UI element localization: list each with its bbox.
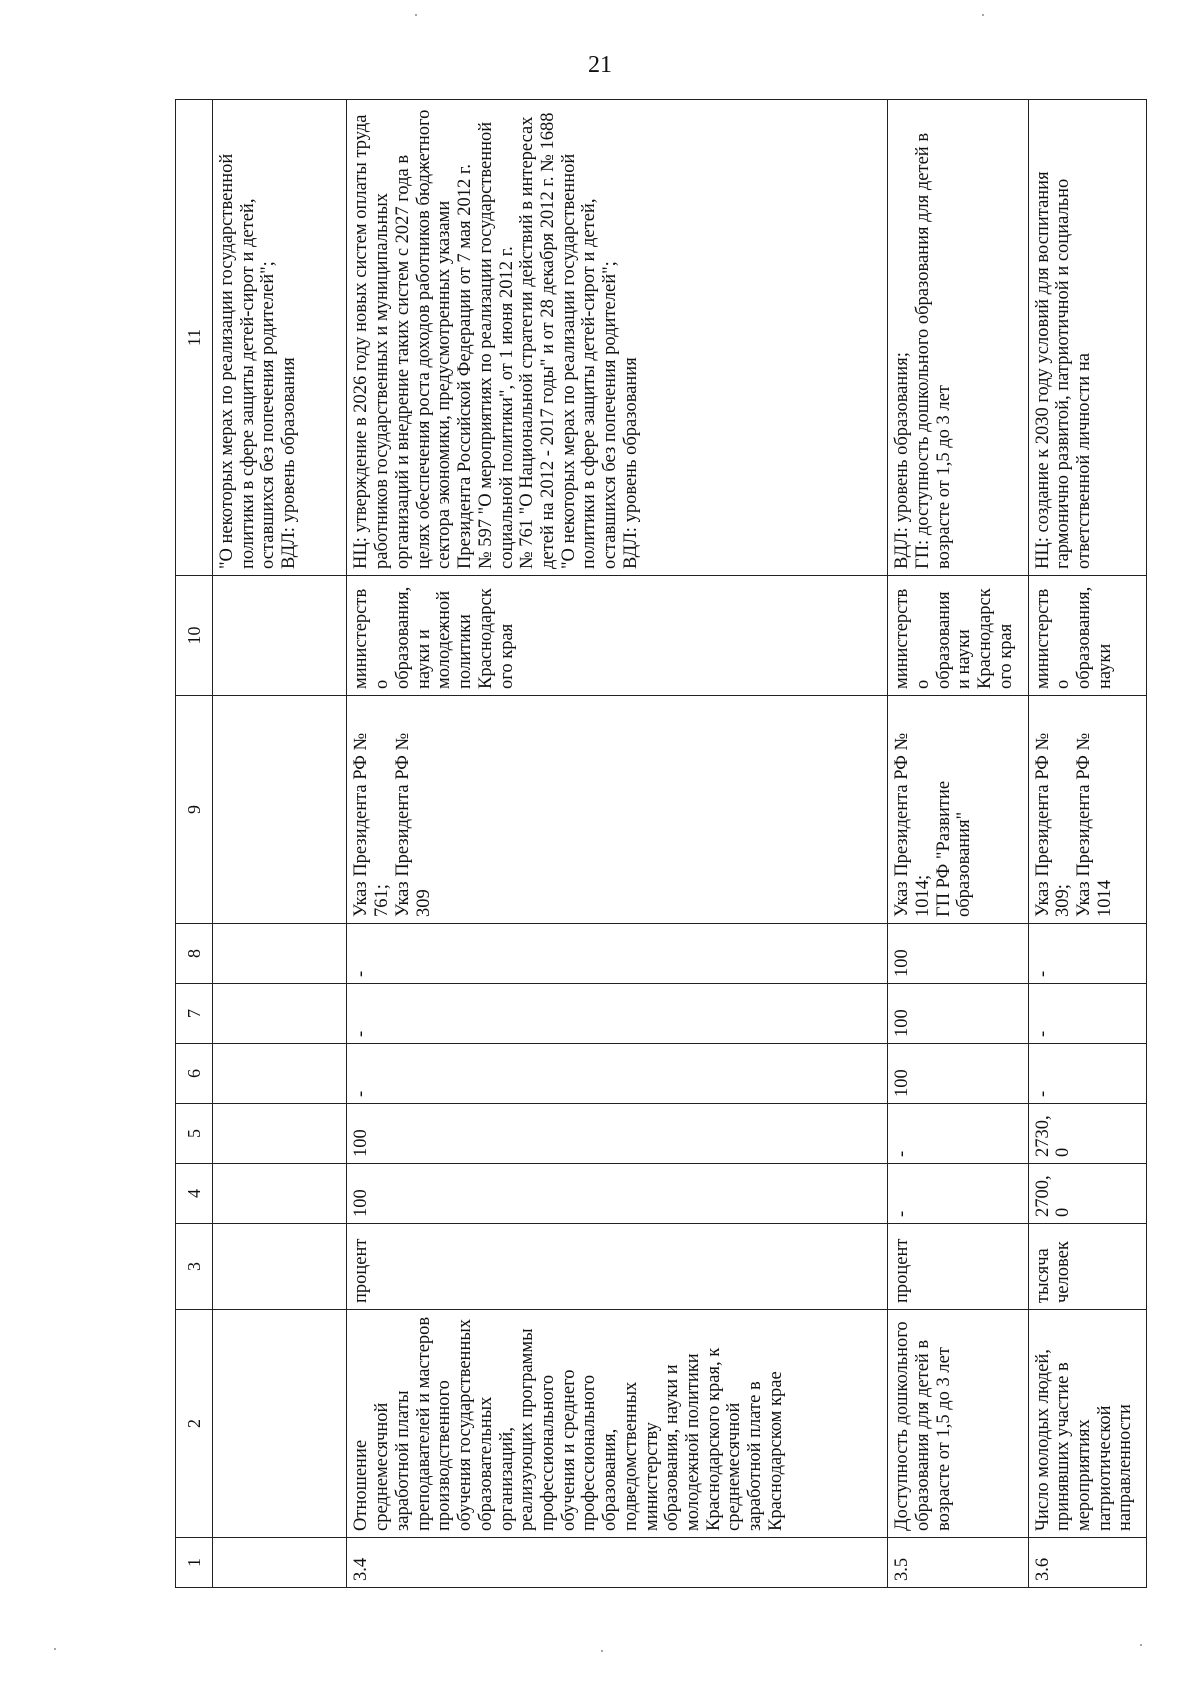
header-cell: 8 (176, 924, 213, 984)
header-cell: 1 (176, 1538, 213, 1588)
note-cell: ВДЛ: уровень образования; ГП: доступность дошкольного образования для детей в возрасте от 1,5 до 3 лет (888, 100, 1028, 576)
value-cell: - (888, 1164, 1028, 1224)
header-cell: 6 (176, 1044, 213, 1104)
value-cell: - (1028, 1044, 1147, 1104)
scan-speck (1140, 1644, 1142, 1646)
empty-cell (212, 984, 347, 1044)
row-number: 3.6 (1028, 1538, 1147, 1588)
page-number: 21 (588, 52, 612, 78)
empty-cell (212, 1104, 347, 1164)
data-table (175, 99, 1147, 1588)
unit-cell: тысяча человек (1028, 1224, 1147, 1310)
indicator-name: Доступность дошкольного образования для детей в возрасте от 1,5 до 3 лет (888, 1310, 1028, 1538)
indicator-name: Число молодых людей, принявших участие в мероприятиях патриотической направленности (1028, 1310, 1147, 1538)
continuation-row (212, 100, 347, 1588)
continuation-note-text: "О некоторых мерах по реализации государственной политики в сфере защиты детей-сирот и детей, оставшихся без попечения родителей"; ВДЛ: уровень образования (216, 153, 299, 569)
basis-cell: Указ Президента РФ № 309; Указ Президента РФ № 1014 (1028, 696, 1147, 924)
header-row (176, 100, 213, 1588)
unit-cell: процент (888, 1224, 1028, 1310)
empty-cell (212, 1538, 347, 1588)
note-cell: НЦ: утверждение в 2026 году новых систем оплаты труда работников государственных и муниципальных организаций и внедрение таких систем с 2027 года в целях обеспечения роста доходов работников бюджетного сектора экономики, предусмотренных указами Президента Российской Федерации от 7 мая 2012 г. № 597 "О мероприятиях по реализации государственной социальной политики", от 1 июня 2012 г. № 761 "О Национальной стратегии действий в интересах детей на 2012 - 2017 годы" и от 28 декабря 2012 г. № 1688 "О некоторых мерах по реализации государственной политики в сфере защиты детей-сирот и детей, оставшихся без попечения родителей"; ВДЛ: уровень образования (347, 100, 888, 576)
empty-cell (212, 696, 347, 924)
header-cell: 10 (176, 576, 213, 696)
unit-cell: процент (347, 1224, 888, 1310)
value-cell: 100 (347, 1164, 888, 1224)
value-cell: 2730,0 (1028, 1104, 1147, 1164)
header-cell: 2 (176, 1310, 213, 1538)
responsible-cell: министерство образования, науки (1028, 576, 1147, 696)
value-cell: 2700,0 (1028, 1164, 1147, 1224)
value-cell: 100 (347, 1104, 888, 1164)
value-cell: - (347, 984, 888, 1044)
value-cell: - (888, 1104, 1028, 1164)
header-cell: 3 (176, 1224, 213, 1310)
empty-cell (212, 1164, 347, 1224)
row-number: 3.5 (888, 1538, 1028, 1588)
scan-speck (415, 14, 417, 16)
empty-cell (212, 576, 347, 696)
rotated-table-container (175, 100, 1147, 1588)
header-cell: 7 (176, 984, 213, 1044)
table-row (888, 100, 1028, 1588)
row-number: 3.4 (347, 1538, 888, 1588)
scan-speck (982, 14, 984, 16)
value-cell: - (1028, 984, 1147, 1044)
header-cell: 11 (176, 100, 213, 576)
basis-cell: Указ Президента РФ № 1014; ГП РФ "Развитие образования" (888, 696, 1028, 924)
empty-cell (212, 1044, 347, 1104)
empty-cell (212, 1310, 347, 1538)
value-cell: 100 (888, 984, 1028, 1044)
header-cell: 9 (176, 696, 213, 924)
value-cell: 100 (888, 1044, 1028, 1104)
value-cell: - (347, 924, 888, 984)
value-cell: - (1028, 924, 1147, 984)
note-cell: НЦ: создание к 2030 году условий для воспитания гармонично развитой, патриотичной и социально ответственной личности на (1028, 100, 1147, 576)
scan-speck (601, 1650, 603, 1652)
responsible-cell: министерство образования, науки и молодежной политики Краснодарского края (347, 576, 888, 696)
header-cell: 5 (176, 1104, 213, 1164)
indicator-name: Отношение среднемесячной заработной платы преподавателей и мастеров производственного обучения государственных образовательных организаций, реализующих программы профессионального обучения и среднего профессионального образования, подведомственных министерству образования, науки и молодежной политики Краснодарского края, к среднемесячной заработной плате в Краснодарском крае (347, 1310, 888, 1538)
table-row (347, 100, 888, 1588)
table-row (1028, 100, 1147, 1588)
value-cell: - (347, 1044, 888, 1104)
scan-speck (54, 1648, 56, 1650)
continuation-note-cell (212, 100, 347, 576)
empty-cell (212, 924, 347, 984)
empty-cell (212, 1224, 347, 1310)
value-cell: 100 (888, 924, 1028, 984)
header-cell: 4 (176, 1164, 213, 1224)
basis-cell: Указ Президента РФ № 761; Указ Президента РФ № 309 (347, 696, 888, 924)
responsible-cell: министерство образования и науки Краснодарского края (888, 576, 1028, 696)
